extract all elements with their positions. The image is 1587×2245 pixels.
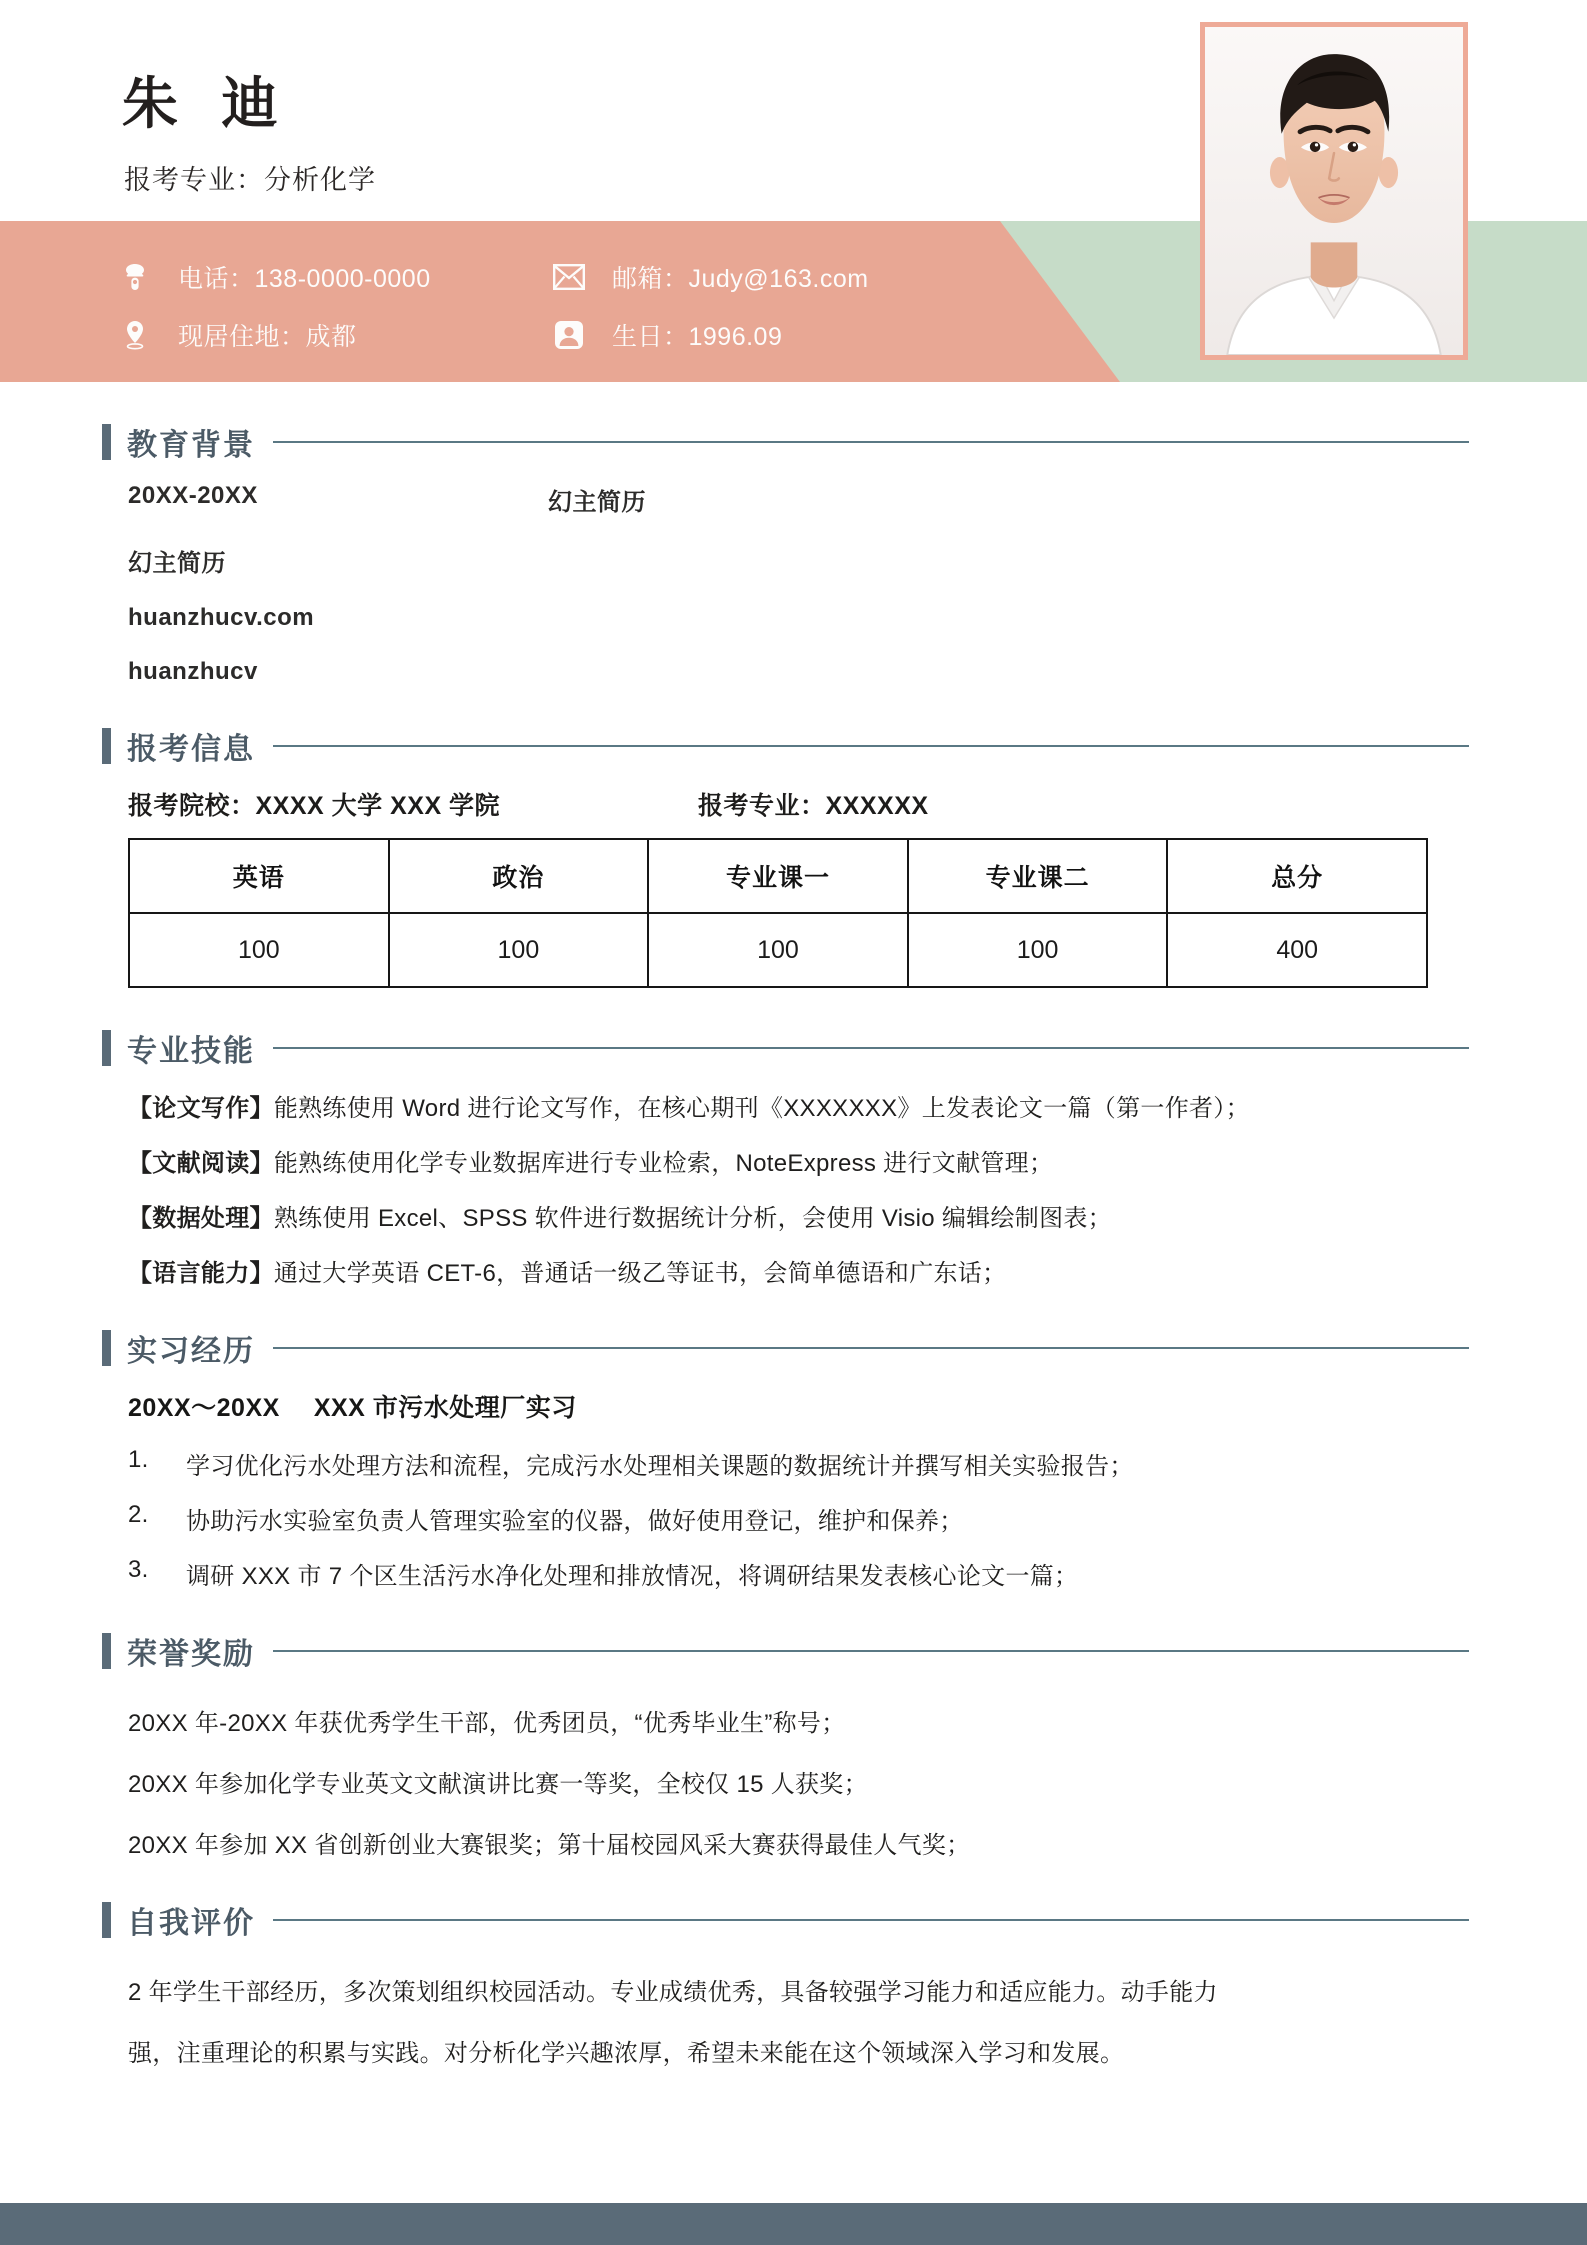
section-divider	[273, 1347, 1469, 1349]
resume-body	[0, 420, 1587, 2068]
contact-birthday-label: 生日：1996.09	[612, 323, 783, 351]
section-internship-title: 实习经历	[127, 1335, 255, 1368]
contact-location-label: 现居住地：成都	[178, 323, 357, 351]
list-item-text: 学习优化污水处理方法和流程，完成污水处理相关课题的数据统计并撰写相关实验报告；	[186, 1453, 1134, 1480]
list-item	[128, 1556, 1469, 1591]
section-divider	[273, 441, 1469, 443]
skill-item	[128, 1143, 1469, 1178]
contact-info-grid	[0, 221, 1180, 382]
skill-tag: 【文献阅读】	[128, 1150, 274, 1177]
section-honors	[102, 1629, 1469, 1860]
contact-email	[552, 259, 869, 295]
section-education-header	[102, 420, 1469, 464]
list-item	[128, 1501, 1469, 1536]
section-internship-header	[102, 1326, 1469, 1370]
location-icon	[118, 318, 152, 352]
section-self-title: 自我评价	[127, 1907, 255, 1940]
section-accent-bar	[102, 424, 111, 460]
section-education	[102, 420, 1469, 686]
exam-major-label: 报考专业：XXXXXX	[698, 792, 929, 820]
section-skills-header	[102, 1026, 1469, 1070]
skill-tag: 【语言能力】	[128, 1260, 274, 1287]
contact-location	[118, 317, 357, 353]
skill-text: 通过大学英语 CET-6，普通话一级乙等证书，会简单德语和广东话；	[273, 1260, 1007, 1287]
skill-text: 能熟练使用化学专业数据库进行专业检索，NoteExpress 进行文献管理；	[273, 1150, 1054, 1177]
honor-item: 20XX 年-20XX 年获优秀学生干部，优秀团员，“优秀毕业生”称号；	[128, 1710, 846, 1737]
section-education-body	[102, 468, 1469, 686]
candidate-name: 朱 迪	[122, 72, 292, 135]
table-row	[129, 913, 1427, 987]
score-table	[128, 838, 1428, 988]
self-eval-line: 强，注重理论的积累与实践。对分析化学兴趣浓厚，希望未来能在这个领域深入学习和发展。	[128, 2040, 1125, 2067]
honor-item: 20XX 年参加 XX 省创新创业大赛银奖；第十届校园风采大赛获得最佳人气奖；	[128, 1832, 971, 1859]
section-accent-bar	[102, 728, 111, 764]
list-item-text: 调研 XXX 市 7 个区生活污水净化处理和排放情况，将调研结果发表核心论文一篇；	[186, 1563, 1079, 1590]
section-divider	[273, 1919, 1469, 1921]
section-honors-header	[102, 1629, 1469, 1673]
table-cell: 100	[648, 913, 908, 987]
education-detail-2: huanzhucv.com	[128, 604, 315, 631]
section-honors-body	[102, 1677, 1469, 1860]
contact-birthday	[552, 317, 782, 353]
skill-item	[128, 1088, 1469, 1123]
education-school: 幻主简历	[548, 489, 646, 516]
section-skills	[102, 1026, 1469, 1288]
skill-text: 熟练使用 Excel、SPSS 软件进行数据统计分析，会使用 Visio 编辑绘制图表；	[273, 1205, 1112, 1232]
contact-email-label: 邮箱：Judy@163.com	[612, 265, 869, 293]
skill-tag: 【论文写作】	[128, 1095, 274, 1122]
internship-org: XXX 市污水处理厂实习	[313, 1394, 577, 1422]
contact-phone	[118, 259, 431, 295]
table-header-cell: 政治	[389, 839, 649, 913]
footer-bar	[0, 2203, 1587, 2245]
mail-icon	[552, 260, 586, 294]
list-item-number: 3.	[128, 1556, 149, 1583]
table-cell: 100	[908, 913, 1168, 987]
internship-entry-title	[128, 1388, 1469, 1424]
section-internship	[102, 1326, 1469, 1591]
list-item-text: 协助污水实验室负责人管理实验室的仪器，做好使用登记，维护和保养；	[186, 1508, 964, 1535]
avatar-photo	[1205, 27, 1463, 355]
resume-header	[0, 0, 1587, 382]
exam-school-label: 报考院校：XXXX 大学 XXX 学院	[128, 792, 501, 820]
section-skills-title: 专业技能	[127, 1035, 255, 1068]
section-self-evaluation	[102, 1898, 1469, 2068]
list-item	[128, 1446, 1469, 1481]
education-detail-1: 幻主简历	[128, 550, 226, 577]
table-header-cell: 专业课一	[648, 839, 908, 913]
exam-target-row	[128, 786, 1469, 822]
avatar	[1200, 22, 1468, 360]
section-internship-body	[102, 1374, 1469, 1591]
section-skills-body	[102, 1074, 1469, 1288]
section-honors-title: 荣誉奖励	[127, 1638, 255, 1671]
contact-phone-label: 电话：138-0000-0000	[178, 265, 431, 293]
list-item-number: 2.	[128, 1501, 149, 1528]
skill-item	[128, 1198, 1469, 1233]
section-self-body	[102, 1946, 1469, 2068]
table-cell: 100	[389, 913, 649, 987]
section-accent-bar	[102, 1330, 111, 1366]
internship-period: 20XX～20XX	[128, 1394, 280, 1422]
skill-tag: 【数据处理】	[128, 1205, 274, 1232]
person-icon	[552, 318, 586, 352]
skill-text: 能熟练使用 Word 进行论文写作，在核心期刊《XXXXXXX》上发表论文一篇（第一作者）；	[273, 1095, 1250, 1122]
section-self-header	[102, 1898, 1469, 1942]
education-years: 20XX-20XX	[128, 482, 258, 509]
table-cell: 400	[1167, 913, 1427, 987]
phone-icon	[118, 260, 152, 294]
self-eval-line: 2 年学生干部经历，多次策划组织校园活动。专业成绩优秀，具备较强学习能力和适应能力。动手能力	[128, 1979, 1218, 2006]
section-education-title: 教育背景	[127, 429, 255, 462]
section-accent-bar	[102, 1030, 111, 1066]
section-accent-bar	[102, 1633, 111, 1669]
section-divider	[273, 1047, 1469, 1049]
section-exam-header	[102, 724, 1469, 768]
table-header-cell: 英语	[129, 839, 389, 913]
section-divider	[273, 1650, 1469, 1652]
list-item-number: 1.	[128, 1446, 149, 1473]
section-exam-body	[102, 772, 1469, 988]
section-divider	[273, 745, 1469, 747]
honor-item: 20XX 年参加化学专业英文文献演讲比赛一等奖，全校仅 15 人获奖；	[128, 1771, 868, 1798]
education-row	[128, 482, 1469, 517]
education-detail-3: huanzhucv	[128, 658, 258, 685]
section-accent-bar	[102, 1902, 111, 1938]
section-exam-info	[102, 724, 1469, 988]
table-header-cell: 专业课二	[908, 839, 1168, 913]
table-header-cell: 总分	[1167, 839, 1427, 913]
table-header-row	[129, 839, 1427, 913]
applied-major-subtitle: 报考专业：分析化学	[124, 165, 376, 195]
table-cell: 100	[129, 913, 389, 987]
skill-item	[128, 1253, 1469, 1288]
section-exam-title: 报考信息	[127, 733, 255, 766]
